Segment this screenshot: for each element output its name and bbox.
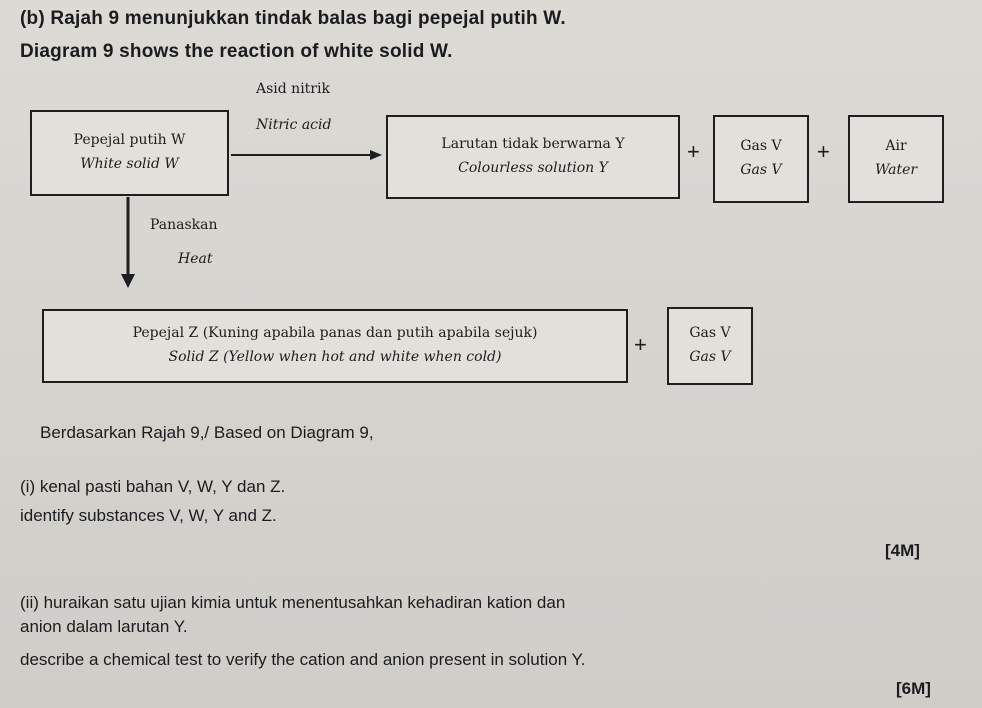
gas-v-top-malay: Gas V (740, 138, 782, 155)
gas-v-bottom-english: Gas V (689, 349, 731, 365)
solution-y-english: Colourless solution Y (458, 160, 608, 176)
gas-v-bottom-malay: Gas V (689, 325, 731, 342)
solid-w-malay: Pepejal putih W (73, 132, 186, 149)
box-gas-v-bottom (667, 307, 753, 385)
plus-sign-2: + (817, 139, 830, 164)
horizontal-arrow (231, 150, 382, 160)
part-i-marks: [4M] (885, 541, 920, 560)
part-ii-english: describe a chemical test to verify the cation and anion present in solution Y. (20, 650, 586, 669)
solid-w-english: White solid W (80, 156, 179, 172)
heat-label-malay: Panaskan (150, 217, 218, 233)
water-english: Water (874, 162, 918, 178)
part-ii-marks: [6M] (896, 679, 931, 698)
based-on-diagram: Berdasarkan Rajah 9,/ Based on Diagram 9, (40, 423, 374, 442)
reagent-label-malay: Asid nitrik (256, 81, 330, 97)
solid-z-english: Solid Z (Yellow when hot and white when cold) (168, 349, 502, 365)
part-i-english: identify substances V, W, Y and Z. (20, 506, 277, 525)
solution-y-malay: Larutan tidak berwarna Y (441, 136, 625, 153)
gas-v-top-english: Gas V (740, 162, 782, 178)
plus-sign-3: + (634, 332, 647, 357)
reagent-label-english: Nitric acid (256, 117, 332, 133)
box-solid-z (42, 309, 628, 383)
plus-sign-1: + (687, 139, 700, 164)
part-ii-malay-line1: (ii) huraikan satu ujian kimia untuk menentusahkan kehadiran kation dan (20, 593, 566, 612)
part-ii-malay-line2: anion dalam larutan Y. (20, 617, 188, 636)
part-i-malay: (i) kenal pasti bahan V, W, Y dan Z. (20, 477, 286, 496)
question-title-english: Diagram 9 shows the reaction of white solid W. (20, 41, 453, 62)
question-title-malay: (b) Rajah 9 menunjukkan tindak balas bagi pepejal putih W. (20, 8, 566, 29)
solid-z-malay: Pepejal Z (Kuning apabila panas dan putih apabila sejuk) (132, 325, 538, 342)
water-malay: Air (885, 138, 907, 155)
heat-label-english: Heat (178, 251, 213, 267)
vertical-arrow (121, 197, 135, 288)
